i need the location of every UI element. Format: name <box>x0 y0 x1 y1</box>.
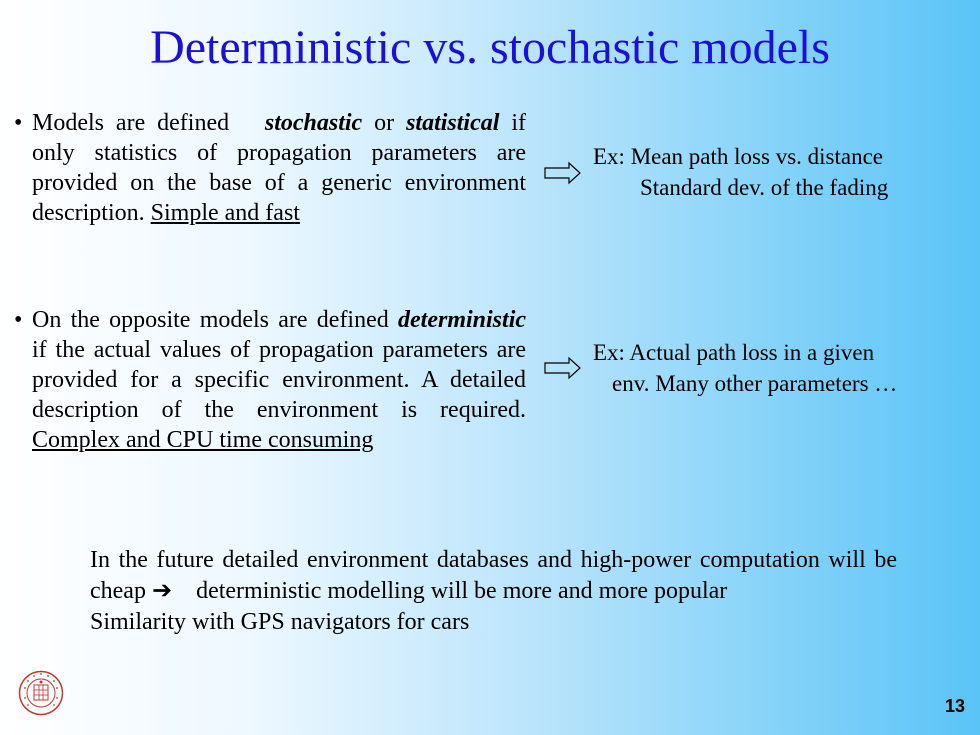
arrow-right-icon <box>543 355 583 381</box>
bullet-1-emphasis: Simple and fast <box>150 200 300 226</box>
term-stochastic: stochastic <box>264 110 363 136</box>
bullet-2-intro: On the opposite models are defined <box>32 307 389 333</box>
bullet-marker-2: • <box>14 307 23 333</box>
conclusion-post: deterministic modelling will be more and more popular <box>196 578 728 604</box>
bullet-1-text <box>32 108 526 228</box>
conclusion-pre: In the future detailed environment databases and high-power computation will be cheap <box>90 547 897 604</box>
arrow-right-icon <box>543 160 583 186</box>
example-1-line-1: Ex: Mean path loss vs. distance <box>593 144 884 169</box>
bullet-2-emphasis: Complex and CPU time consuming <box>32 427 374 453</box>
term-deterministic: deterministic <box>398 307 527 333</box>
bullet-marker-1: • <box>14 110 23 136</box>
example-2-line-2: env. Many other parameters … <box>612 371 898 396</box>
gps-similarity: Similarity with GPS navigators for cars <box>90 609 470 635</box>
bullet-1-intro: Models are defined <box>32 110 230 136</box>
bullet-2-text <box>32 305 526 455</box>
bullet-2-body: if the actual values of propagation parameters are provided for a specific environment. A detailed description of the environment is required. <box>32 337 526 423</box>
implies-arrow-icon: ➔ <box>151 578 173 604</box>
page-number: 13 <box>944 696 965 716</box>
bullet-1-body: if only statistics of propagation parameters are provided on the base of a generic environment description. <box>32 110 526 226</box>
example-1-line-2: Standard dev. of the fading <box>640 175 889 200</box>
example-2-line-1: Ex: Actual path loss in a given <box>593 340 875 365</box>
term-statistical: statistical <box>406 110 500 136</box>
university-seal-logo <box>18 670 64 716</box>
conclusion-text <box>90 545 897 638</box>
bullet-1-or: or <box>374 110 395 136</box>
page-title: Deterministic vs. stochastic models <box>150 21 830 74</box>
